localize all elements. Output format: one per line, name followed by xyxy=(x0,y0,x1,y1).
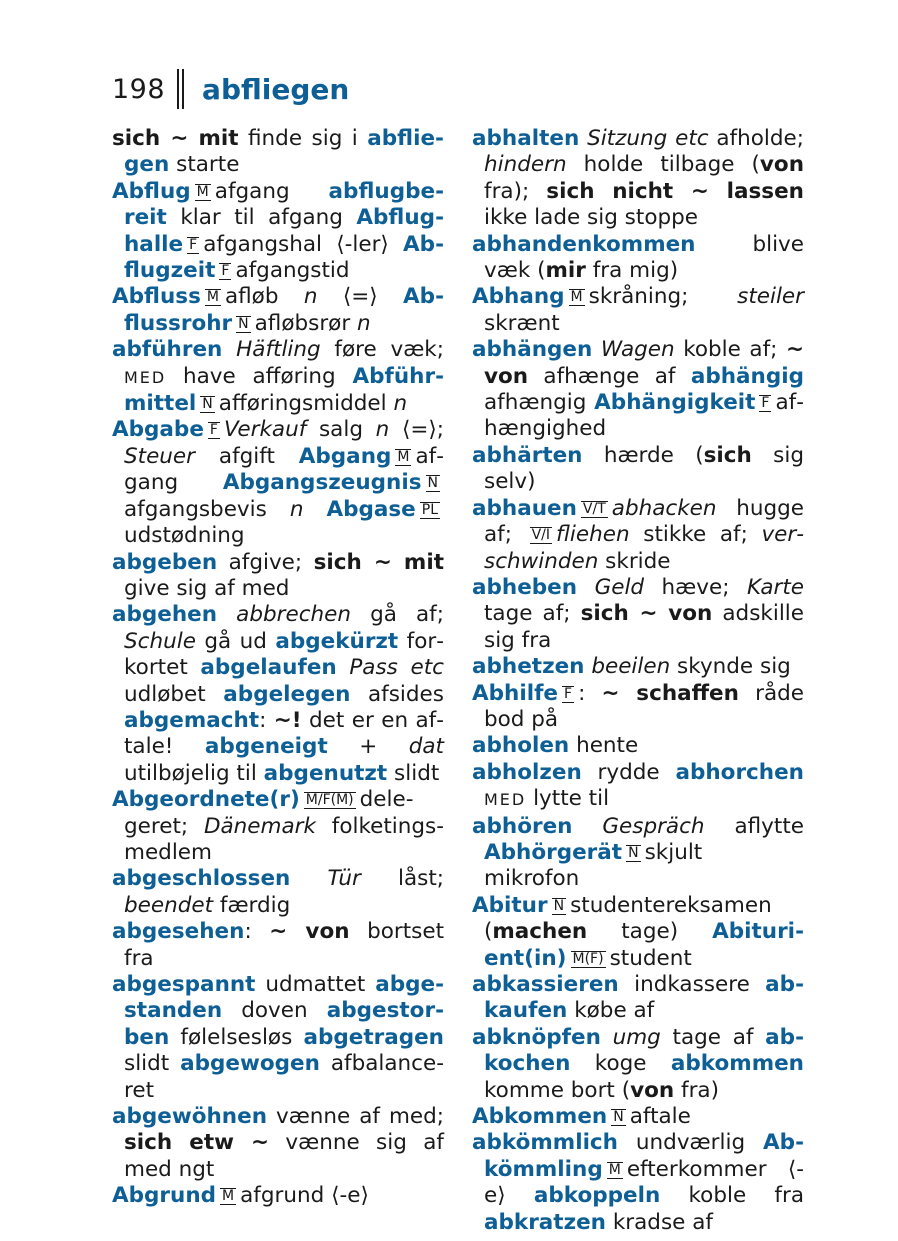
italic-label: Wagen xyxy=(600,337,675,363)
italic-label: abbrechen xyxy=(236,602,352,628)
entry-text: skråning; xyxy=(588,284,738,310)
headword: Abhängigkeit xyxy=(594,390,756,416)
headword: abhandenkommen xyxy=(472,231,696,257)
entry-text: delegeret; xyxy=(124,787,414,839)
entry-text: blive væk ( xyxy=(484,231,804,284)
headword: Abgase xyxy=(326,496,416,522)
dictionary-entry xyxy=(112,866,444,919)
bold-phrase: sich etw ~ xyxy=(124,1130,269,1156)
dictionary-entry xyxy=(112,284,444,337)
entry-text: rydde xyxy=(581,759,676,785)
dictionary-entry xyxy=(112,602,444,787)
entry-text: koge xyxy=(570,1051,671,1077)
gender-tag: F xyxy=(209,422,218,439)
headword: abkömmlich xyxy=(472,1130,618,1156)
headword: abkoppeln xyxy=(533,1183,661,1209)
headword: abgewogen xyxy=(180,1051,320,1077)
headword: Abhörgerät xyxy=(484,839,623,865)
entry-text: undværlig xyxy=(618,1130,764,1156)
entry-text: student xyxy=(609,945,692,971)
dictionary-entry xyxy=(472,575,804,654)
headword: Abflugzeit xyxy=(124,231,444,284)
entry-text: afhænge af xyxy=(528,363,691,389)
entry-text: afløb xyxy=(224,284,304,310)
running-headword: abfliegen xyxy=(202,72,350,106)
entry-text: afgangshal ⟨-ler⟩ xyxy=(203,231,404,257)
italic-label: hindern xyxy=(484,152,567,178)
entry-text: skrænt xyxy=(484,310,560,336)
italic-label: Dänemark xyxy=(203,813,316,839)
bold-phrase: ~ von xyxy=(484,337,804,389)
entry-text: vænne af med; xyxy=(267,1104,444,1130)
entry-text: afløbsrør xyxy=(254,310,357,336)
italic-label: n xyxy=(303,284,318,310)
entry-text: afføringsmiddel xyxy=(218,391,394,417)
headword: abfliegen xyxy=(124,126,444,178)
entry-text: efterkommer ⟨-e⟩ xyxy=(484,1156,804,1209)
headword: abhärten xyxy=(472,442,583,468)
dictionary-entry xyxy=(472,284,804,337)
entry-text: utilbøjelig til xyxy=(124,760,264,786)
headword: Abgeordnete(r) xyxy=(112,787,300,813)
dictionary-entry xyxy=(112,550,444,603)
headword: Abhang xyxy=(472,284,565,310)
headword: abhauen xyxy=(472,495,577,521)
entry-text: : xyxy=(578,680,602,706)
headword: abholzen xyxy=(472,759,582,785)
italic-label: abhacken xyxy=(611,495,717,521)
entry-text: gå af; xyxy=(351,602,444,628)
headword: abheben xyxy=(472,574,578,600)
entry-text: koble af; xyxy=(674,337,786,363)
dictionary-entry xyxy=(472,681,804,734)
headword: abhören xyxy=(472,813,573,839)
entry-text: forkortet xyxy=(124,628,444,681)
italic-label: Pass etc xyxy=(349,655,444,681)
dictionary-entry xyxy=(472,733,804,759)
dictionary-entry xyxy=(472,1130,804,1236)
italic-label: Steuer xyxy=(124,443,195,469)
entry-text: skride xyxy=(598,548,671,574)
bold-phrase: sich xyxy=(703,442,752,468)
entry-text: : xyxy=(244,919,270,945)
headword: Abkommen xyxy=(472,1104,608,1130)
gender-tag: PL xyxy=(421,501,438,518)
entry-text xyxy=(579,126,587,151)
entry-text: ikke lade sig stoppe xyxy=(484,205,698,231)
dictionary-entry xyxy=(112,787,444,866)
headword: abkratzen xyxy=(484,1209,606,1235)
headword: abkaufen xyxy=(484,972,804,1024)
gender-tag: F xyxy=(564,685,573,702)
entry-text: det er en aftale! xyxy=(124,707,444,760)
italic-label: dat xyxy=(408,734,444,760)
dictionary-entry xyxy=(472,232,804,285)
headword: abgenutzt xyxy=(263,760,388,786)
dictionary-entry xyxy=(472,1104,804,1130)
entry-text xyxy=(337,655,350,680)
entry-text: folketingsmedlem xyxy=(124,813,445,865)
headword: abflugbereit xyxy=(124,178,444,231)
headword: Abgangszeugnis xyxy=(222,470,422,496)
entry-text: aflytte xyxy=(704,813,804,839)
dictionary-entry xyxy=(472,443,804,496)
entry-text xyxy=(572,814,602,839)
headword: Abhilfe xyxy=(472,680,559,706)
entry-text: lytte til xyxy=(526,786,610,812)
entry-text: afgang xyxy=(214,178,329,204)
entry-text: fra); xyxy=(484,178,547,204)
headword: Abfluss xyxy=(112,284,201,310)
bold-phrase: machen xyxy=(492,919,588,945)
entry-text: hærde ( xyxy=(582,442,704,468)
italic-label: n xyxy=(357,310,371,336)
headword: abhalten xyxy=(472,126,580,151)
entry-text: stikke af; xyxy=(629,522,762,548)
entry-text: føre væk; xyxy=(320,337,444,363)
entry-text: låst; xyxy=(360,866,444,892)
entry-text: sig selv) xyxy=(484,442,804,495)
headword: abgemacht xyxy=(124,707,260,733)
entry-text: tage) xyxy=(587,919,713,945)
dictionary-entry xyxy=(472,654,804,680)
entry-text: aftale xyxy=(629,1104,691,1130)
headword: abhängen xyxy=(472,337,593,363)
bold-phrase: sich nicht ~ lassen xyxy=(546,178,804,204)
dictionary-entry xyxy=(112,972,444,1104)
gender-tag: N xyxy=(238,315,249,332)
entry-text: afgangsbevis xyxy=(124,496,290,522)
domain-label: MED xyxy=(124,367,167,387)
italic-label: Geld xyxy=(594,574,645,600)
headword: abgeben xyxy=(112,549,218,575)
headword: abgestanden xyxy=(124,972,444,1024)
entry-text: afbalanceret xyxy=(124,1051,444,1103)
headword: abknöpfen xyxy=(472,1024,601,1050)
gender-tag: N xyxy=(553,897,565,914)
headword: Abflughalle xyxy=(124,205,444,257)
entry-text: tage af; xyxy=(484,601,581,627)
entry-text xyxy=(217,602,236,627)
entry-text: tage af xyxy=(660,1024,766,1050)
entry-text: afgang xyxy=(124,443,444,496)
page-number: 198 xyxy=(112,73,166,105)
italic-label: fliehen xyxy=(556,522,630,548)
bold-phrase: mir xyxy=(545,258,586,284)
headword: abgeneigt xyxy=(204,734,328,760)
entry-text: fra) xyxy=(674,1077,719,1103)
italic-label: Karte xyxy=(746,574,804,600)
gender-tag: V/I xyxy=(531,527,551,544)
italic-label: n xyxy=(375,417,390,443)
entry-text: hæve; xyxy=(644,574,747,600)
entry-text: råde bod på xyxy=(484,680,804,732)
entry-text xyxy=(290,866,327,891)
entry-text: afsides xyxy=(350,681,444,707)
entry-text: gå ud xyxy=(195,628,276,654)
gender-tag: M xyxy=(608,1161,621,1178)
gender-tag: M(F) xyxy=(572,950,604,967)
bold-phrase: von xyxy=(630,1077,675,1103)
entry-text: klar til afgang xyxy=(166,205,357,231)
entry-text: indkassere xyxy=(618,972,766,997)
page-header xyxy=(112,68,349,110)
entry-text: hugge af; xyxy=(484,495,804,548)
headword: abgelegen xyxy=(223,681,351,707)
entry-text: slidt xyxy=(124,1051,181,1077)
gender-tag: N xyxy=(202,396,213,413)
entry-text: udstødning xyxy=(124,523,245,549)
entry-text xyxy=(577,575,594,600)
dictionary-entry xyxy=(472,126,804,232)
headword: abholen xyxy=(472,733,570,759)
gender-tag: F xyxy=(221,263,230,280)
bold-phrase: sich ~ mit xyxy=(313,549,444,575)
dictionary-entry xyxy=(112,337,444,417)
italic-label: beeilen xyxy=(591,654,671,680)
entry-text: afgrund ⟨-e⟩ xyxy=(240,1183,369,1209)
dictionary-entry xyxy=(112,179,444,285)
entry-text: studentereksamen ( xyxy=(484,892,772,945)
entry-text: afhængig xyxy=(484,390,595,416)
entry-text: give sig af med xyxy=(124,575,290,601)
entry-text: afgive; xyxy=(217,549,314,575)
entry-text: afholde; xyxy=(708,126,804,151)
headword: Abführmittel xyxy=(124,363,444,417)
headword: Abkömmling xyxy=(484,1130,804,1182)
gender-tag: V/T xyxy=(582,500,606,517)
headword: abgetragen xyxy=(303,1024,444,1050)
entry-text: ⟨=⟩ xyxy=(317,284,404,310)
entry-text: bortset fra xyxy=(124,919,444,971)
dictionary-entry xyxy=(472,760,804,814)
entry-text: afgift xyxy=(195,443,299,469)
dictionary-entry xyxy=(112,417,444,549)
headword: abhorchen xyxy=(675,759,804,785)
headword: Abitur xyxy=(472,892,548,918)
headword: abgelaufen xyxy=(200,655,337,681)
entry-text: kradse af xyxy=(606,1209,713,1235)
left-column xyxy=(112,126,444,1210)
dictionary-entry xyxy=(112,126,444,179)
gender-tag: N xyxy=(628,844,639,861)
headword: Abgrund xyxy=(112,1183,217,1209)
entry-text: ⟨=⟩; xyxy=(389,417,444,443)
gender-tag: F xyxy=(189,236,198,253)
domain-label: MED xyxy=(484,790,527,810)
entry-text: udløbet xyxy=(124,681,224,707)
italic-label: Tür xyxy=(327,866,361,892)
italic-label: Schule xyxy=(124,628,196,654)
headword: Abflug xyxy=(112,178,191,204)
entry-text: starte xyxy=(169,152,240,178)
entry-text: skynde sig xyxy=(670,654,791,680)
entry-text: komme bort ( xyxy=(484,1077,631,1103)
bold-phrase: ~! xyxy=(273,707,302,733)
gender-tag: M xyxy=(397,448,410,465)
bold-phrase: ~ von xyxy=(269,919,350,945)
italic-label: umg xyxy=(612,1024,661,1050)
gender-tag: M xyxy=(196,183,209,200)
headword: Abflussrohr xyxy=(124,284,444,336)
bold-phrase: von xyxy=(759,152,804,178)
gender-tag: N xyxy=(427,475,438,492)
headword: abhängig xyxy=(690,363,804,389)
entry-text xyxy=(222,337,236,362)
headword: abgehen xyxy=(112,602,218,628)
gender-tag: N xyxy=(613,1109,624,1126)
italic-label: n xyxy=(393,391,408,417)
header-divider xyxy=(177,69,184,109)
gender-tag: M xyxy=(222,1188,235,1205)
italic-label: Gespräch xyxy=(602,813,705,839)
bold-phrase: sich ~ mit xyxy=(112,126,239,151)
entry-text: have afføring xyxy=(166,363,353,389)
entry-text: afhængighed xyxy=(484,390,804,442)
dictionary-entry xyxy=(472,1025,804,1104)
entry-text: + xyxy=(327,734,409,760)
headword: Abgabe xyxy=(112,417,204,443)
gender-tag: M/F(M) xyxy=(305,792,354,809)
headword: abkassieren xyxy=(472,972,619,997)
dictionary-entry xyxy=(472,496,804,575)
italic-label: Sitzung etc xyxy=(587,126,709,151)
entry-text: adskille sig fra xyxy=(484,601,804,653)
entry-text: koble fra xyxy=(660,1183,804,1209)
dictionary-entry xyxy=(112,1183,444,1209)
headword: abgestorben xyxy=(124,998,444,1050)
entry-text: doven xyxy=(222,998,327,1024)
entry-text xyxy=(303,497,326,522)
entry-text xyxy=(592,337,601,362)
entry-text: vænne sig af med ngt xyxy=(124,1130,444,1182)
bold-phrase: ~ schaffen xyxy=(601,680,739,706)
italic-label: beendet xyxy=(124,892,214,918)
dictionary-entry xyxy=(472,337,804,443)
dictionary-entry xyxy=(472,972,804,1025)
entry-text: følelsesløs xyxy=(169,1024,304,1050)
dictionary-entry xyxy=(112,1104,444,1183)
headword: abführen xyxy=(112,337,223,363)
dictionary-entry xyxy=(472,814,804,893)
italic-label: Verkauf xyxy=(223,417,307,443)
right-column xyxy=(472,126,804,1236)
entry-text: købe af xyxy=(567,998,655,1024)
gender-tag: M xyxy=(570,289,583,306)
headword: abgeschlossen xyxy=(112,866,291,892)
headword: Abgang xyxy=(298,443,392,469)
gender-tag: F xyxy=(761,395,770,412)
entry-text: : xyxy=(259,707,274,733)
italic-label: Häftling xyxy=(236,337,321,363)
dictionary-entry xyxy=(472,893,804,972)
headword: abgespannt xyxy=(112,972,256,997)
entry-text: finde sig i xyxy=(238,126,368,151)
entry-text xyxy=(601,1025,613,1050)
italic-label: verschwinden xyxy=(484,522,804,574)
entry-text: færdig xyxy=(213,892,291,918)
headword: Abiturient(in) xyxy=(484,919,804,971)
headword: abgesehen xyxy=(112,919,245,945)
entry-text: hente xyxy=(569,733,639,759)
italic-label: n xyxy=(289,496,304,522)
headword: abkochen xyxy=(484,1024,804,1077)
entry-text: udmattet xyxy=(255,972,376,997)
entry-text: holde tilbage ( xyxy=(566,152,760,178)
entry-text: slidt xyxy=(387,760,440,786)
dictionary-entry xyxy=(112,919,444,972)
headword: abhetzen xyxy=(472,654,585,680)
entry-text: afgangstid xyxy=(235,258,350,284)
entry-text: fra mig) xyxy=(585,258,679,284)
headword: abgewöhnen xyxy=(112,1104,268,1130)
italic-label: steiler xyxy=(737,284,804,310)
bold-phrase: sich ~ von xyxy=(580,601,713,627)
entry-text: skjult mikrofon xyxy=(484,839,703,892)
headword: abkommen xyxy=(670,1051,804,1077)
entry-text: salg xyxy=(306,417,376,443)
headword: abgekürzt xyxy=(275,628,399,654)
gender-tag: M xyxy=(206,289,219,306)
